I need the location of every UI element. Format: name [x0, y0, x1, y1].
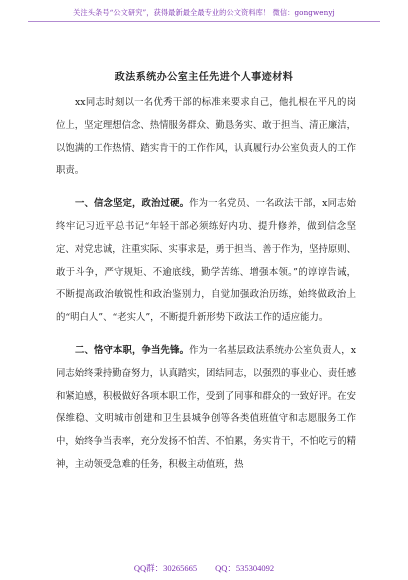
paragraph-text: 作为一名基层政法系统办公室负责人，x同志始终秉持勤奋努力，认真踏实，团结同志，以强烈的事业心、责任感和紧迫感，积极做好各项本职工作，受到了同事和群众的一致好评。在安保维稳、文明城市创建和卫生县城争创等各类值班值守和志愿服务工作中，始终争当表率，充分发扬不怕苦、不怕累，务实肯干，不怕吃亏的精神，主动领受急难的任务，积极主动值班，热: [56, 344, 357, 470]
section-heading: 二、恪守本职，争当先锋。: [75, 344, 190, 356]
paragraph-section-1: [56, 193, 356, 330]
contact-footer: [0, 562, 408, 574]
header-divider: [28, 21, 380, 22]
document-title: 政法系统办公室主任先进个人事迹材料: [114, 72, 294, 83]
document-body: [56, 92, 356, 487]
qq-group-label: QQ群：30265665: [133, 563, 198, 573]
paragraph-text: xx同志时刻以一名优秀干部的标准来要求自己，他扎根在平凡的岗位上，坚定理想信念、热情服务群众、勤恳务实、敢于担当、清正廉洁，以饱满的工作热情、踏实肯干的工作作风，认真履行办公室负责人的工作职责。: [56, 97, 357, 177]
paragraph-text: 作为一名党员、一名政法干部，x同志始终牢记习近平总书记“年轻干部必须练好内功、提升修养，做到信念坚定、对党忠诚，注重实际、实事求是，勇于担当、善于作为，坚持原则、敢于斗争，严守规矩、不逾底线，勤学苦练、增强本领。”的谆谆告诫，不断提高政治敏锐性和政治鉴别力，自觉加强政治历练，始终做政治上的“明白人”、“老实人”，不断提升新形势下政法工作的适应能力。: [56, 198, 357, 324]
qq-contact-label: QQ：535304092: [215, 563, 275, 573]
paragraph-section-2: [56, 340, 356, 477]
section-heading: 一、信念坚定，政治过硬。: [75, 198, 190, 210]
paragraph-intro: [56, 92, 356, 183]
promo-header: 关注头条号“公文研究”，获得最新最全最专业的公文资料库！ 微信：gongwenyj: [73, 8, 335, 17]
